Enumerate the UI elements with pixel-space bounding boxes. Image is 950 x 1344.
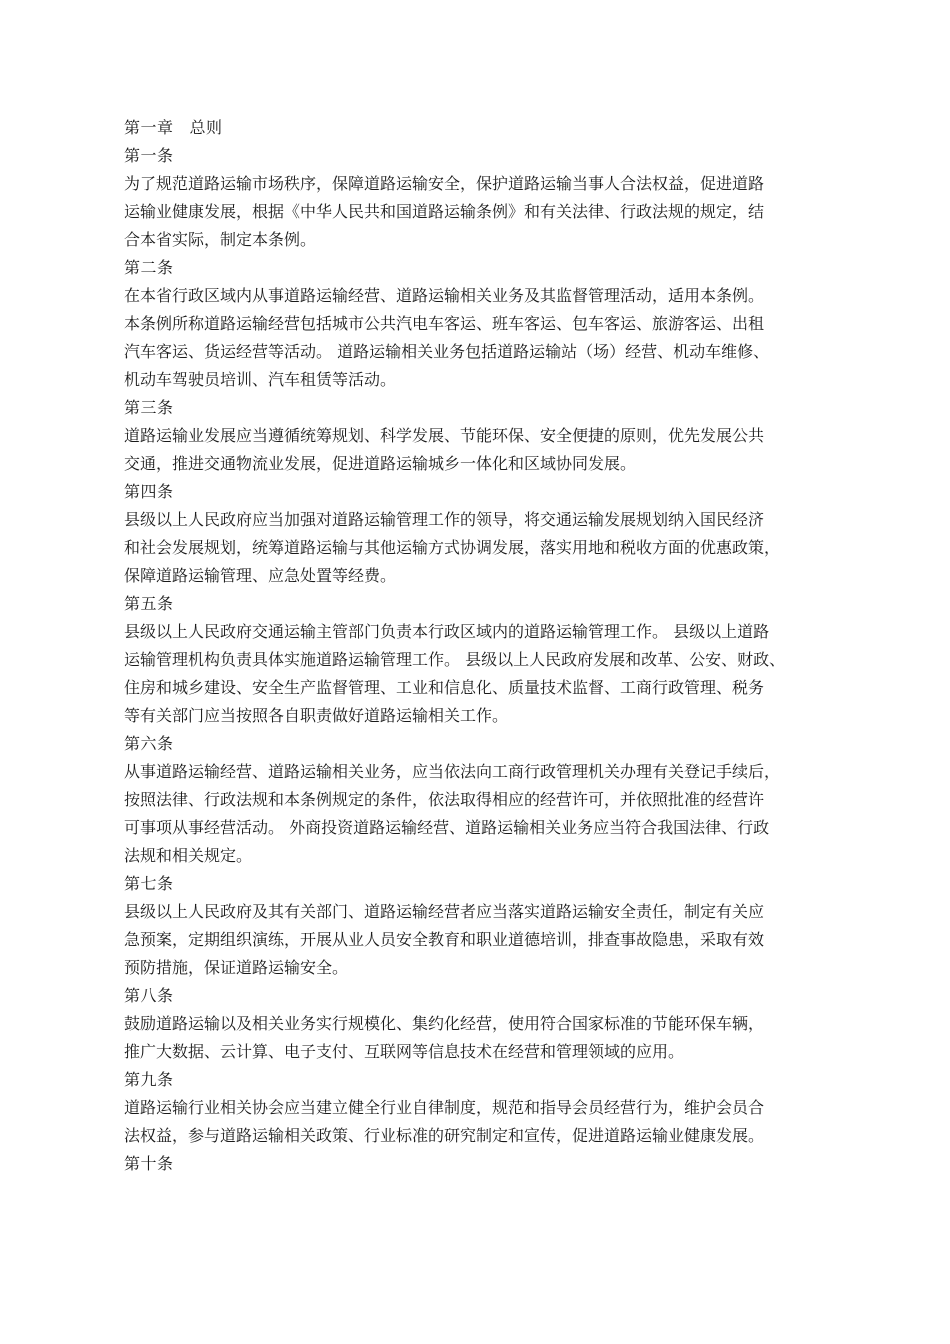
article — [124, 142, 836, 254]
article-text-line: 法规和相关规定。 — [124, 846, 253, 865]
article-text-line: 法权益，参与道路运输相关政策、行业标准的研究制定和宣传，促进道路运输业健康发展。 — [124, 1126, 765, 1145]
article — [124, 730, 836, 870]
article-title: 第九条 — [124, 1070, 174, 1089]
article-title: 第五条 — [124, 594, 174, 613]
chapter-title: 总则 — [189, 118, 223, 137]
article-text-line: 运输管理机构负责具体实施道路运输管理工作。 县级以上人民政府发展和改革、公安、财政、 — [124, 650, 786, 669]
article-text-line: 合本省实际，制定本条例。 — [124, 230, 317, 249]
article-text-line: 机动车驾驶员培训、汽车租赁等活动。 — [124, 370, 397, 389]
article-text-line: 按照法律、行政法规和本条例规定的条件，依法取得相应的经营许可，并依照批准的经营许 — [124, 790, 765, 809]
article — [124, 478, 836, 590]
article-title: 第六条 — [124, 734, 174, 753]
article — [124, 590, 836, 730]
article-text-line: 急预案，定期组织演练，开展从业人员安全教育和职业道德培训，排查事故隐患，采取有效 — [124, 930, 765, 949]
chapter-number: 第一章 — [124, 118, 174, 137]
document-page — [124, 114, 836, 1178]
article-text-line: 住房和城乡建设、安全生产监督管理、工业和信息化、质量技术监督、工商行政管理、税务 — [124, 678, 765, 697]
article-title: 第二条 — [124, 258, 174, 277]
article-text-line: 在本省行政区域内从事道路运输经营、道路运输相关业务及其监督管理活动，适用本条例。 — [124, 286, 765, 305]
article-text-line: 县级以上人民政府及其有关部门、道路运输经营者应当落实道路运输安全责任，制定有关应 — [124, 902, 765, 921]
article-text-line: 保障道路运输管理、应急处置等经费。 — [124, 566, 397, 585]
article-text-line: 县级以上人民政府应当加强对道路运输管理工作的领导，将交通运输发展规划纳入国民经济 — [124, 510, 765, 529]
article-title: 第一条 — [124, 146, 174, 165]
article-text-line: 道路运输行业相关协会应当建立健全行业自律制度，规范和指导会员经营行为，维护会员合 — [124, 1098, 765, 1117]
article-text-line: 为了规范道路运输市场秩序，保障道路运输安全，保护道路运输当事人合法权益，促进道路 — [124, 174, 765, 193]
article-text-line: 运输业健康发展，根据《中华人民共和国道路运输条例》和有关法律、行政法规的规定，结 — [124, 202, 765, 221]
article-text-line: 和社会发展规划，统筹道路运输与其他运输方式协调发展，落实用地和税收方面的优惠政策， — [124, 538, 781, 557]
article-text-line: 汽车客运、货运经营等活动。 道路运输相关业务包括道路运输站（场）经营、机动车维修、 — [124, 342, 770, 361]
chapter-heading — [124, 114, 836, 142]
article-text-line: 从事道路运输经营、道路运输相关业务，应当依法向工商行政管理机关办理有关登记手续后， — [124, 762, 781, 781]
article-text-line: 道路运输业发展应当遵循统筹规划、科学发展、节能环保、安全便捷的原则，优先发展公共 — [124, 426, 765, 445]
article — [124, 1066, 836, 1150]
article-title: 第三条 — [124, 398, 174, 417]
article — [124, 394, 836, 478]
article-title: 第四条 — [124, 482, 174, 501]
article-text-line: 县级以上人民政府交通运输主管部门负责本行政区域内的道路运输管理工作。 县级以上道路 — [124, 622, 770, 641]
article-title: 第十条 — [124, 1154, 174, 1173]
article-text-line: 鼓励道路运输以及相关业务实行规模化、集约化经营，使用符合国家标准的节能环保车辆， — [124, 1014, 765, 1033]
article-text-line: 预防措施，保证道路运输安全。 — [124, 958, 349, 977]
article — [124, 1150, 836, 1178]
article — [124, 982, 836, 1066]
article — [124, 870, 836, 982]
article — [124, 254, 836, 394]
article-text-line: 本条例所称道路运输经营包括城市公共汽电车客运、班车客运、包车客运、旅游客运、出租 — [124, 314, 765, 333]
article-list — [124, 142, 836, 1178]
article-text-line: 可事项从事经营活动。 外商投资道路运输经营、道路运输相关业务应当符合我国法律、行政 — [124, 818, 770, 837]
article-title: 第七条 — [124, 874, 174, 893]
article-title: 第八条 — [124, 986, 174, 1005]
article-text-line: 推广大数据、云计算、电子支付、互联网等信息技术在经营和管理领域的应用。 — [124, 1042, 685, 1061]
article-text-line: 等有关部门应当按照各自职责做好道路运输相关工作。 — [124, 706, 509, 725]
article-text-line: 交通，推进交通物流业发展，促进道路运输城乡一体化和区域协同发展。 — [124, 454, 637, 473]
